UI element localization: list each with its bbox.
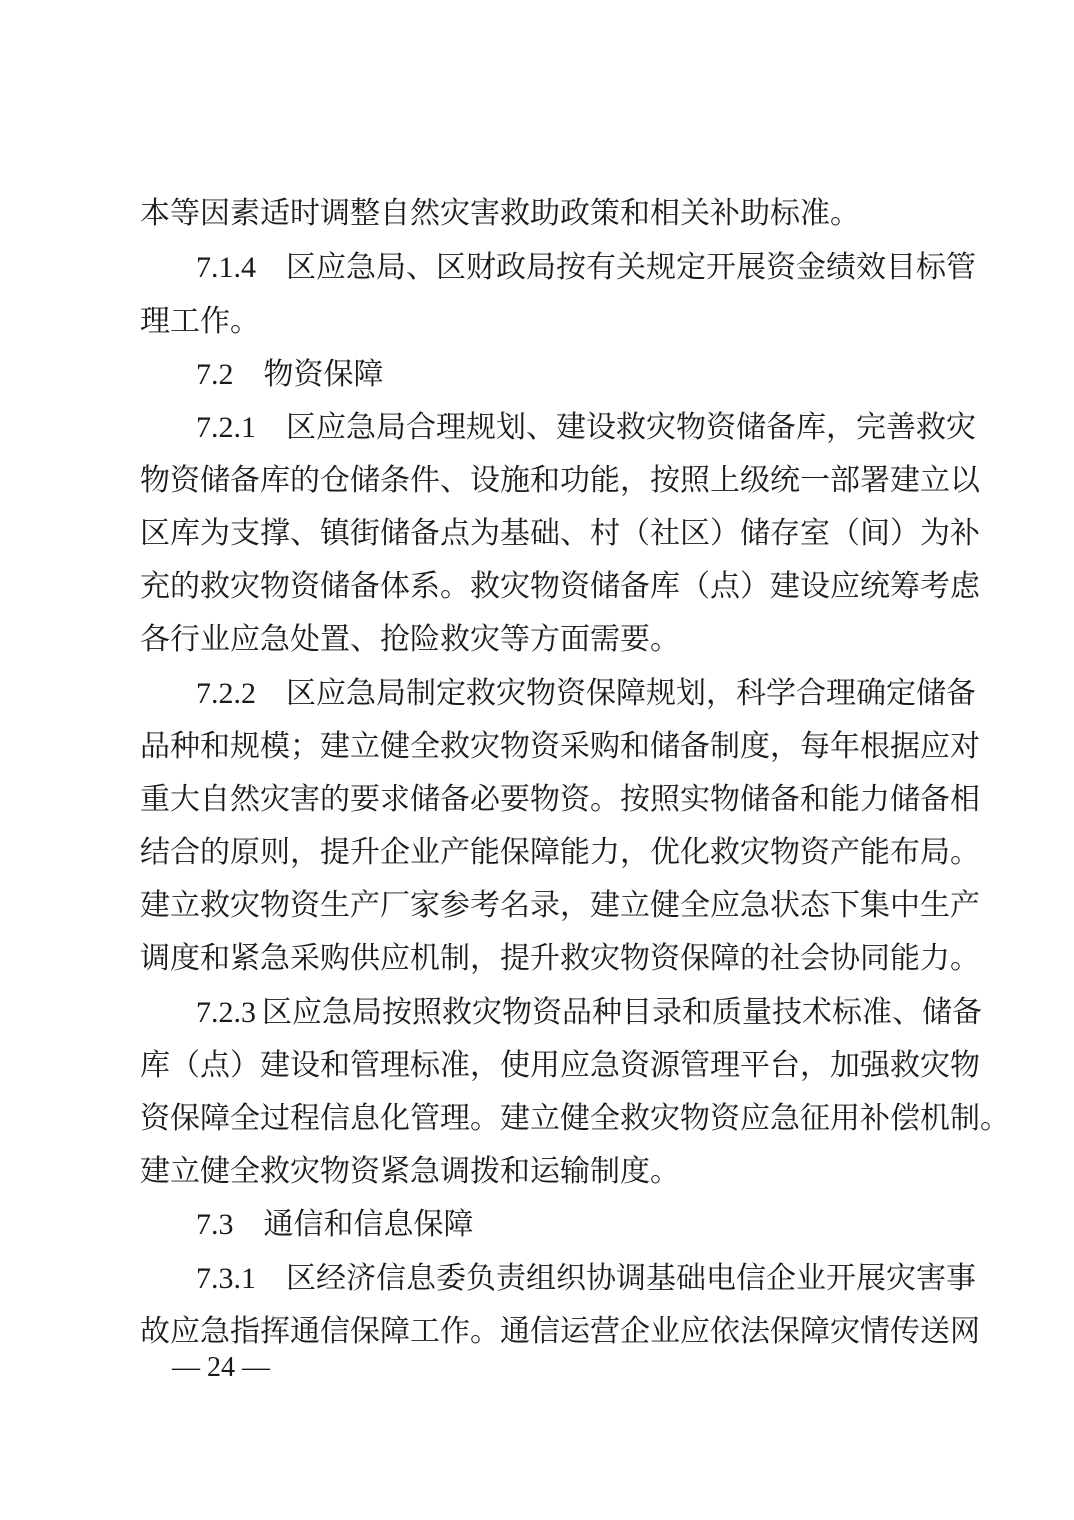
- clause-number: 7.2.1: [196, 411, 256, 444]
- text-line: 各行业应急处置、抢险救灾等方面需要。: [140, 622, 680, 657]
- section-heading: 7.2 物资保障: [196, 355, 936, 395]
- text-line: 7.2.3 区应急局按照救灾物资品种目录和质量技术标准、储备: [196, 993, 936, 1033]
- text-line: 建立健全救灾物资紧急调拨和运输制度。: [140, 1154, 680, 1189]
- text-line: 资保障全过程信息化管理。建立健全救灾物资应急征用补偿机制。: [140, 1101, 1010, 1136]
- text-line: 物资储备库的仓储条件、设施和功能，按照上级统一部署建立以: [140, 463, 980, 498]
- text-line: 库（点）建设和管理标准，使用应急资源管理平台，加强救灾物: [140, 1048, 980, 1083]
- clause-number: 7.2.3: [196, 996, 256, 1029]
- page-number: — 24 —: [172, 1352, 270, 1383]
- text-line: 故应急指挥通信保障工作。通信运营企业应依法保障灾情传送网: [140, 1314, 980, 1349]
- section-number: 7.2: [196, 358, 234, 391]
- text-line: 品种和规模；建立健全救灾物资采购和储备制度，每年根据应对: [140, 729, 980, 764]
- text-line: 充的救灾物资储备体系。救灾物资储备库（点）建设应统筹考虑: [140, 569, 980, 604]
- text-line: 建立救灾物资生产厂家参考名录，建立健全应急状态下集中生产: [140, 888, 980, 923]
- text-line: 7.2.2 区应急局制定救灾物资保障规划，科学合理确定储备: [196, 674, 936, 714]
- section-number: 7.3: [196, 1208, 234, 1241]
- clause-number: 7.2.2: [196, 677, 256, 710]
- text-line: 区库为支撑、镇街储备点为基础、村（社区）储存室（间）为补: [140, 516, 980, 551]
- text-line: 理工作。: [140, 304, 260, 339]
- clause-number: 7.1.4: [196, 251, 256, 284]
- text-line: 调度和紧急采购供应机制，提升救灾物资保障的社会协同能力。: [140, 941, 980, 976]
- text-line: 本等因素适时调整自然灾害救助政策和相关补助标准。: [140, 196, 860, 231]
- text-line: 7.1.4 区应急局、区财政局按有关规定开展资金绩效目标管: [196, 248, 936, 288]
- text-line: 7.3.1 区经济信息委负责组织协调基础电信企业开展灾害事: [196, 1259, 936, 1299]
- text-line: 结合的原则，提升企业产能保障能力，优化救灾物资产能布局。: [140, 835, 980, 870]
- section-heading: 7.3 通信和信息保障: [196, 1205, 936, 1245]
- text-line: 7.2.1 区应急局合理规划、建设救灾物资储备库，完善救灾: [196, 408, 936, 448]
- text-line: 重大自然灾害的要求储备必要物资。按照实物储备和能力储备相: [140, 782, 980, 817]
- clause-number: 7.3.1: [196, 1262, 256, 1295]
